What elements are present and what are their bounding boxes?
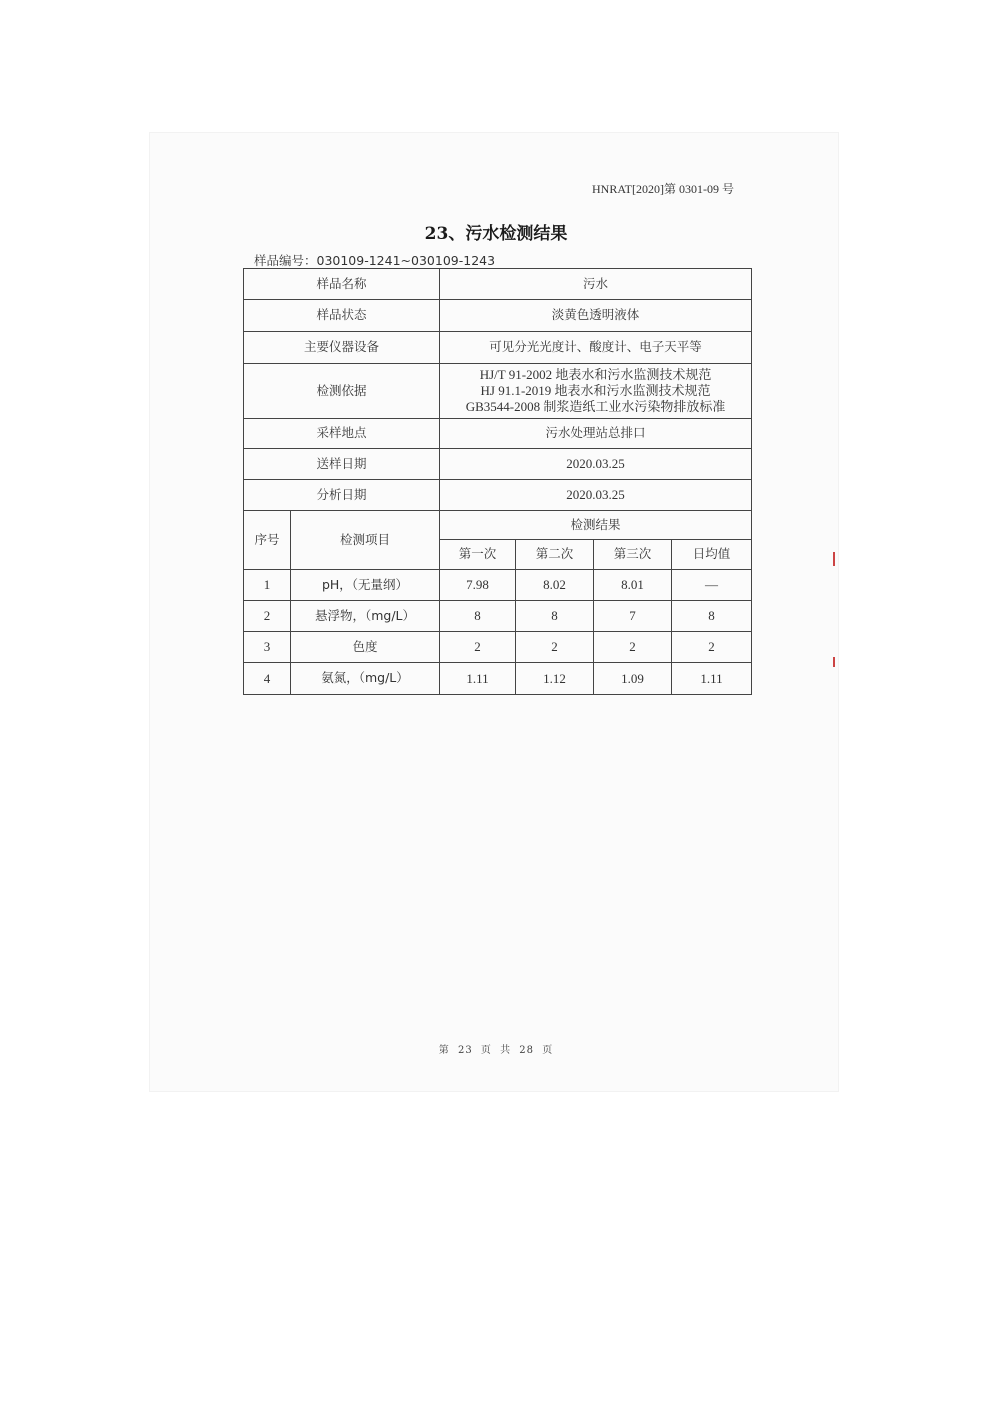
info-value: 污水 [440,269,752,300]
info-row [244,449,752,480]
document-number: HNRAT[2020]第 0301-09 号 [592,182,734,196]
info-value: 污水处理站总排口 [440,419,752,449]
seal-edge-mark [833,657,835,667]
info-row-basis [244,364,752,419]
cell-item: 色度 [291,632,440,663]
info-label: 采样地点 [244,419,440,449]
table-row [244,601,752,632]
info-row [244,480,752,511]
info-label: 样品名称 [244,269,440,300]
report-table [243,268,752,695]
total-page-number: 28 [519,1045,535,1056]
cell-value: 1.12 [516,663,594,695]
cell-value: 7.98 [440,570,516,601]
info-label: 主要仪器设备 [244,332,440,364]
cell-value: 2 [440,632,516,663]
cell-item: pH，（无量纲） [291,570,440,601]
sample-number: 样品编号：030109-1241~030109-1243 [254,253,496,268]
current-page-number: 23 [457,1045,473,1056]
info-row [244,300,752,332]
header-third: 第三次 [594,540,672,570]
cell-value: 1.09 [594,663,672,695]
cell-value: 7 [594,601,672,632]
footer-text: 页 [480,1045,492,1056]
cell-item: 氨氮，（mg/L） [291,663,440,695]
cell-value: 8 [516,601,594,632]
cell-item: 悬浮物，（mg/L） [291,601,440,632]
table-row [244,663,752,695]
page-footer [0,1041,992,1056]
info-value: 2020.03.25 [440,449,752,480]
table-row [244,570,752,601]
info-row [244,419,752,449]
footer-text: 第 [438,1045,450,1056]
info-label: 送样日期 [244,449,440,480]
cell-seq: 3 [244,632,291,663]
cell-seq: 2 [244,601,291,632]
header-first: 第一次 [440,540,516,570]
basis-line: GB3544-2008 制浆造纸工业水污染物排放标准 [465,399,726,414]
info-value: 2020.03.25 [440,480,752,511]
info-value: 可见分光光度计、酸度计、电子天平等 [440,332,752,364]
footer-text: 页 [542,1045,554,1056]
header-item: 检测项目 [291,511,440,570]
cell-value: 8.02 [516,570,594,601]
table-row [244,632,752,663]
cell-value: 8.01 [594,570,672,601]
cell-avg: 1.11 [672,663,752,695]
cell-avg: 2 [672,632,752,663]
cell-avg: — [672,570,752,601]
results-header-row [244,511,752,540]
basis-line: HJ 91.1-2019 地表水和污水监测技术规范 [480,383,711,398]
cell-seq: 1 [244,570,291,601]
info-value: 淡黄色透明液体 [440,300,752,332]
cell-value: 2 [594,632,672,663]
info-row [244,269,752,300]
footer-text: 共 [500,1045,512,1056]
info-label: 检测依据 [244,364,440,419]
info-label: 分析日期 [244,480,440,511]
basis-value [440,364,752,419]
seal-edge-mark [833,552,835,566]
cell-value: 1.11 [440,663,516,695]
header-results-group: 检测结果 [440,511,752,540]
header-daily-avg: 日均值 [672,540,752,570]
cell-avg: 8 [672,601,752,632]
cell-value: 2 [516,632,594,663]
header-second: 第二次 [516,540,594,570]
cell-value: 8 [440,601,516,632]
page-title: 23、污水检测结果 [424,224,568,244]
header-seq: 序号 [244,511,291,570]
cell-seq: 4 [244,663,291,695]
basis-line: HJ/T 91-2002 地表水和污水监测技术规范 [479,367,712,382]
info-label: 样品状态 [244,300,440,332]
info-row [244,332,752,364]
